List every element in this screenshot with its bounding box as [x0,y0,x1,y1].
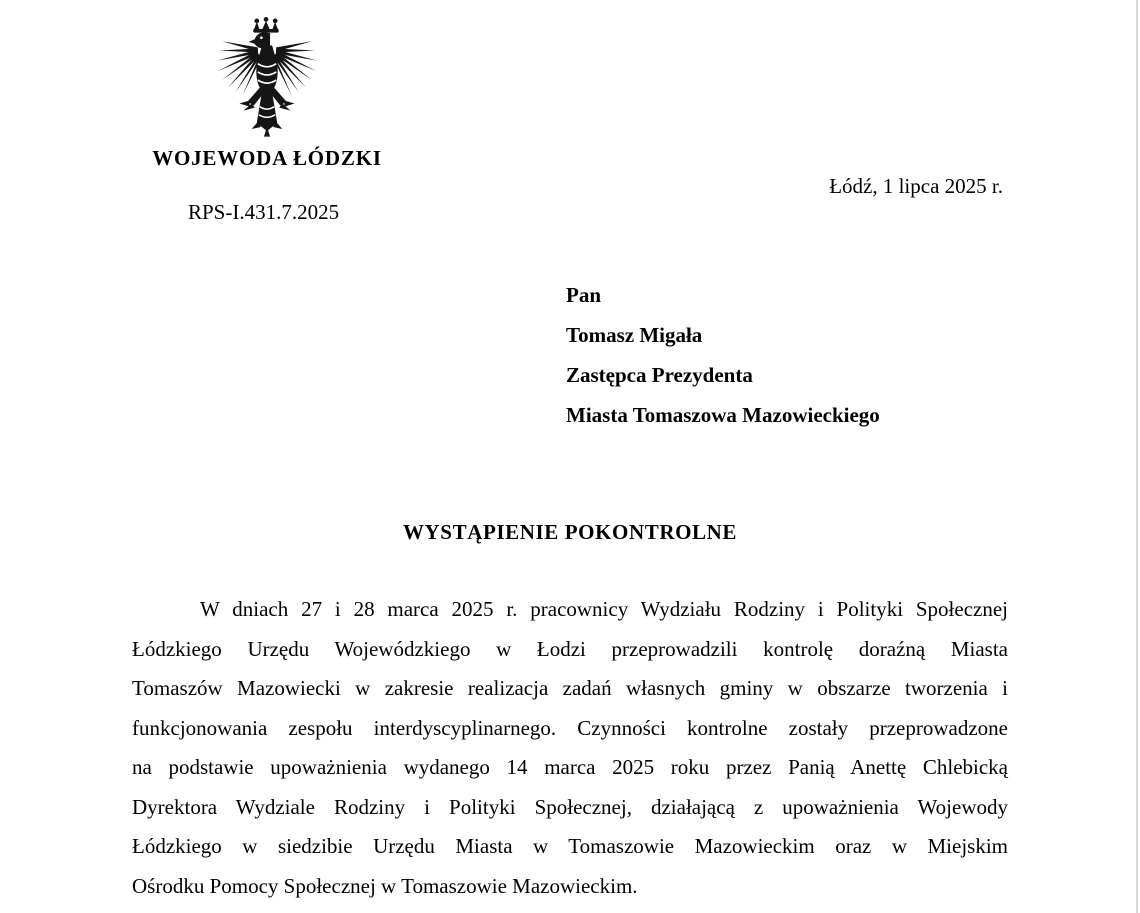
addressee-line-position: Zastępca Prezydenta [566,363,753,387]
addressee-line-salutation: Pan [566,283,602,307]
page-edge-line [1136,0,1138,913]
body-text-line: W dniach 27 i 28 marca 2025 r. pracownicy Wydziału Rodziny i Polityki Społecznej [200,597,1008,621]
body-text-line: funkcjonowania zespołu interdyscyplinarnego. Czynności kontrolne zostały przeprowadzone [132,715,1008,740]
body-text-line: Tomaszów Mazowiecki w zakresie realizacja zadań własnych gminy w obszarze tworzenia i [132,676,1008,700]
body-text-line: Ośrodku Pomocy Społecznej w Tomaszowie Mazowieckim. [132,873,638,898]
body-text-line: Łódzkiego Urzędu Wojewódzkiego w Łodzi przeprowadzili kontrolę doraźną Miasta [132,636,1008,661]
sender-name: WOJEWODA ŁÓDZKI [152,146,382,170]
addressee-line-city: Miasta Tomaszowa Mazowieckiego [566,403,880,427]
body-text-line: na podstawie upoważnienia wydanego 14 marca 2025 roku przez Panią Anettę Chlebicką [132,755,1008,779]
reference-number: RPS-I.431.7.2025 [188,200,340,224]
polish-eagle-emblem-icon [216,16,318,138]
document-title: WYSTĄPIENIE POKONTROLNE [402,520,738,544]
place-and-date: Łódź, 1 lipca 2025 r. [829,174,1003,198]
addressee-line-name: Tomasz Migała [566,323,703,347]
body-text-line: Dyrektora Wydziale Rodziny i Polityki Społecznej, działającą z upoważnienia Wojewody [132,794,1008,819]
body-paragraph [132,590,1008,906]
addressee-block [566,275,880,435]
body-text-line: Łódzkiego w siedzibie Urzędu Miasta w Tomaszowie Mazowieckim oraz w Miejskim [132,834,1008,858]
